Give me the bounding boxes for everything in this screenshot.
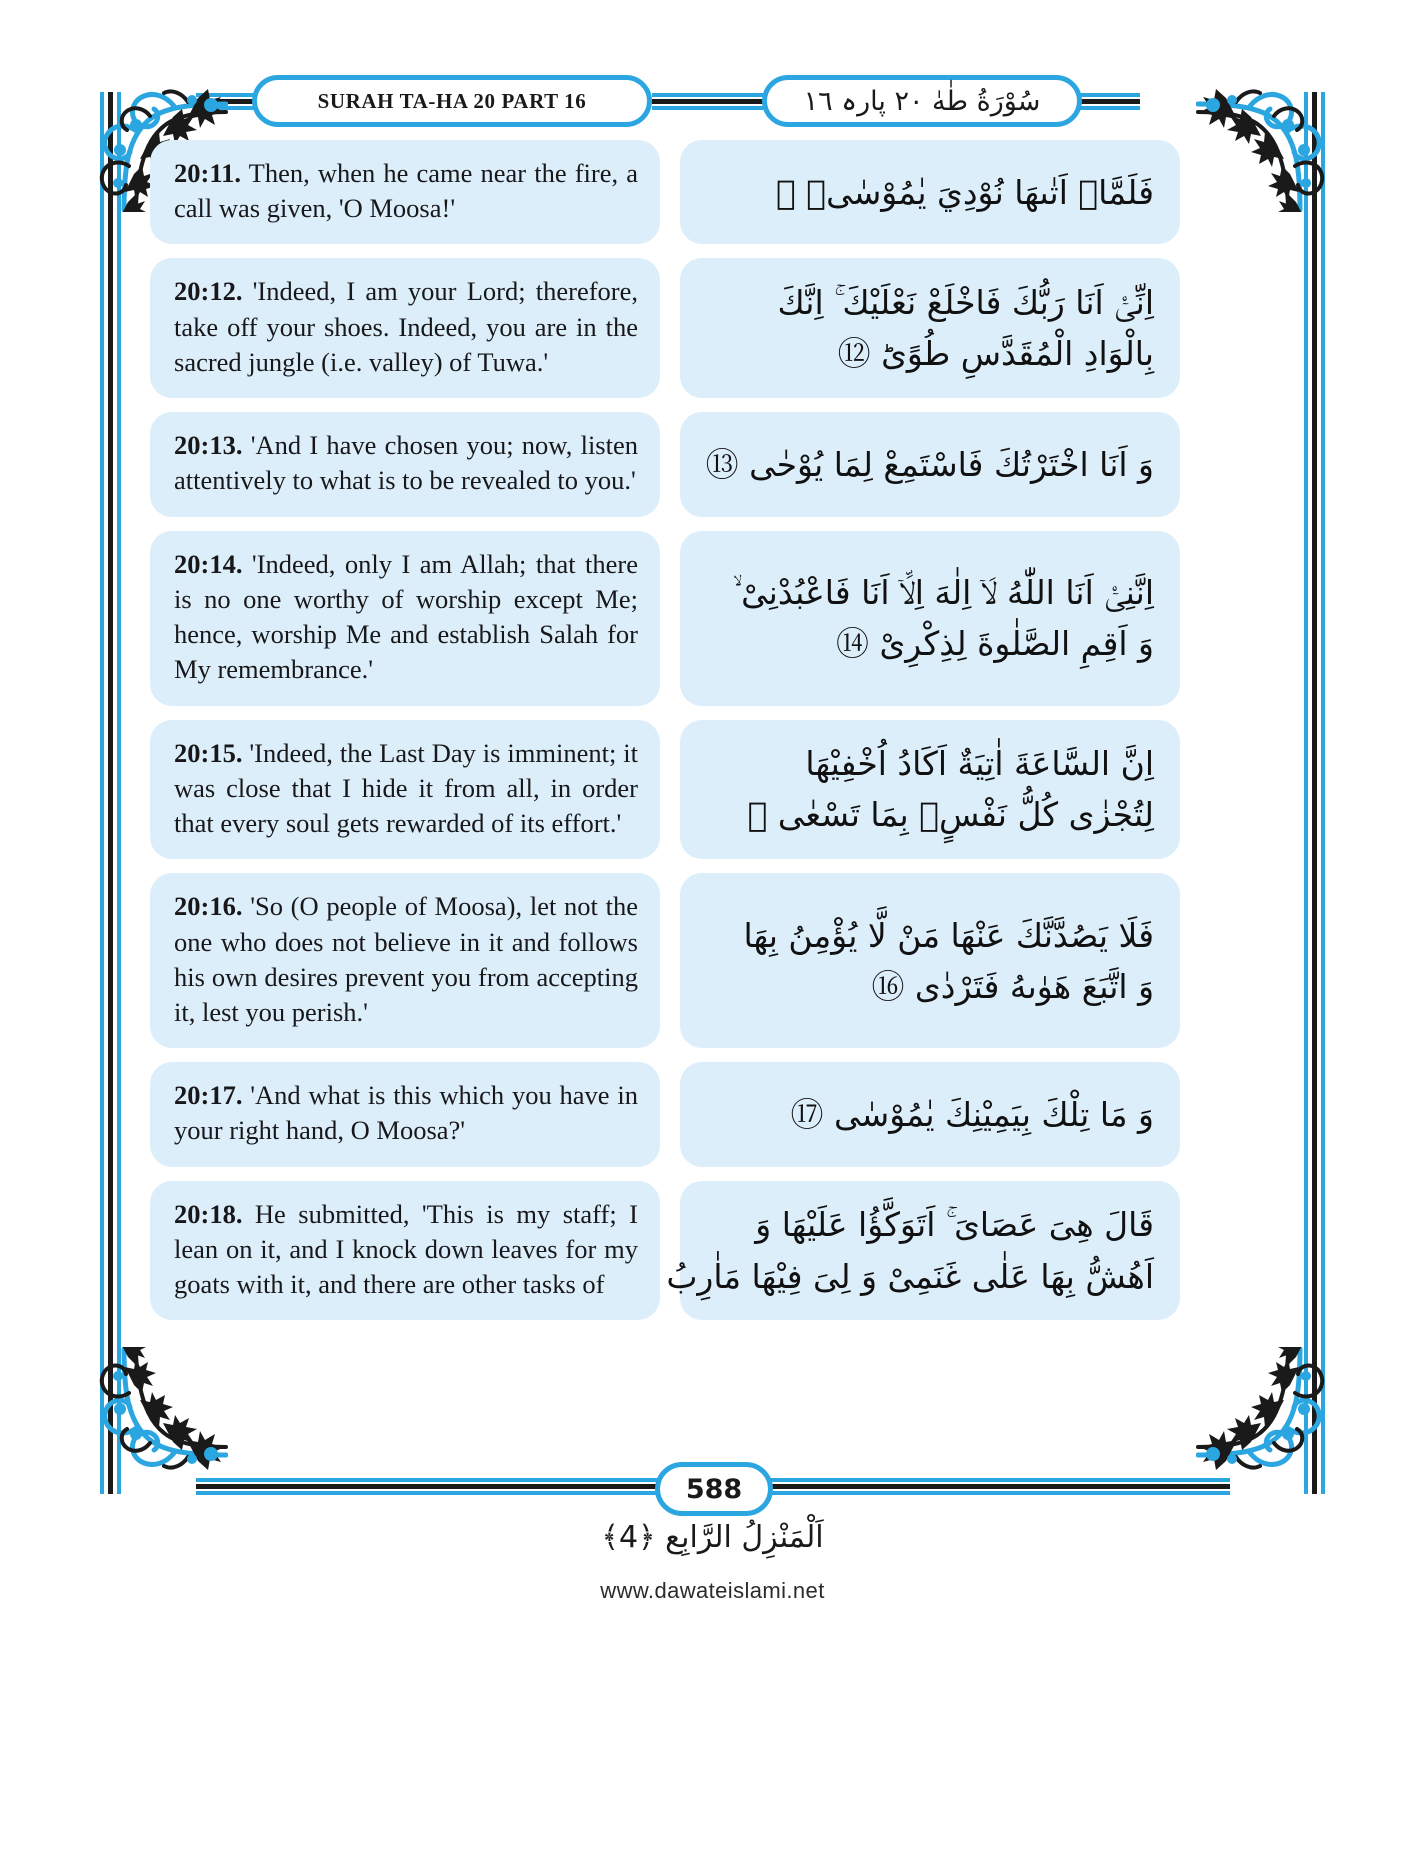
floral-corner-ornament-icon <box>78 1347 228 1497</box>
verse-arabic-line: لِتُجْزٰى كُلُّ نَفْسٍۭ بِمَا تَسْعٰى ⑮ <box>747 795 1154 835</box>
border-right-outer-rule <box>1321 92 1325 1494</box>
verse-row <box>150 1062 1280 1166</box>
verse-english-box <box>150 1062 660 1166</box>
verse-english-box <box>150 412 660 516</box>
verse-arabic-line: اَهُشُّ بِهَا عَلٰى غَنَمِیْ وَ لِیَ فِيْهَا مَاٰرِبُ <box>666 1256 1154 1296</box>
verse-english-text <box>174 547 638 688</box>
verse-english-body: 'And what is this which you have in your right hand, O Moosa?' <box>174 1080 638 1146</box>
floral-corner-ornament-icon <box>1196 1347 1346 1497</box>
border-right-inner-rule <box>1304 92 1308 1494</box>
verse-number: 20:14. <box>174 548 243 579</box>
verse-arabic-line: قَالَ هِیَ عَصَایَ ۚ اَتَوَكَّؤُا عَلَيْهَا وَ <box>755 1205 1154 1245</box>
verse-arabic-box <box>680 873 1180 1048</box>
header-surah-plaque-arabic <box>762 75 1082 127</box>
footer-rule-right-blue-top <box>770 1478 1230 1482</box>
verse-english-body: 'And I have chosen you; now, listen attentively to what is to be revealed to you.' <box>174 430 638 496</box>
verse-number: 20:18. <box>174 1198 243 1229</box>
page-number-plaque <box>655 1462 773 1516</box>
manzil-label: اَلْمَنْزِلُ الرَّابِع ﴿4﴾ <box>601 1520 824 1555</box>
website-url[interactable]: www.dawateislami.net <box>600 1578 825 1603</box>
verse-arabic-box <box>680 412 1180 516</box>
verse-english-box <box>150 720 660 860</box>
verse-arabic-box <box>680 140 1180 244</box>
border-left-mid-rule <box>108 92 113 1494</box>
verse-arabic-line: وَ مَا تِلْكَ بِيَمِيْنِكَ يٰمُوْسٰى ⑰ <box>790 1094 1154 1134</box>
verse-arabic-box <box>680 1062 1180 1166</box>
verse-arabic-line: وَ اَنَا اخْتَرْتُكَ فَاسْتَمِعْ لِمَا يُوْحٰى ⑬ <box>705 444 1154 484</box>
verse-arabic-line: اِنَّ السَّاعَةَ اٰتِيَةٌ اَكَادُ اُخْفِيْهَا <box>805 744 1154 784</box>
verse-arabic-box <box>666 1181 1180 1321</box>
border-left-outer-rule <box>100 92 104 1494</box>
footer-rule-left-black <box>196 1484 658 1489</box>
verse-list <box>150 140 1280 1334</box>
verse-number: 20:16. <box>174 891 243 922</box>
footer-rule-right-black <box>770 1484 1230 1489</box>
verse-row <box>150 720 1280 860</box>
border-left-inner-rule <box>117 92 121 1494</box>
verse-english-body: He submitted, 'This is my staff; I lean on it, and I knock down leaves for my goats with it, and there are other tasks of <box>174 1198 638 1300</box>
verse-english-box <box>150 140 660 244</box>
verse-row <box>150 140 1280 244</box>
verse-english-text <box>174 736 638 842</box>
header-rule-center-black <box>652 99 764 104</box>
verse-english-box <box>150 873 660 1048</box>
footer-rule-left-blue-top <box>196 1478 658 1482</box>
verse-row <box>150 412 1280 516</box>
verse-english-text <box>174 274 638 380</box>
verse-arabic-box <box>680 258 1180 398</box>
verse-row <box>150 258 1280 398</box>
footer-rule-right-blue-bottom <box>770 1491 1230 1495</box>
header-rule-right-blue-top <box>1078 93 1140 97</box>
verse-english-body: Then, when he came near the fire, a call was given, 'O Moosa!' <box>174 158 638 224</box>
verse-english-box <box>150 1181 660 1321</box>
verse-arabic-line: اِنَّنِیْۤ اَنَا اللّٰهُ لَاۤ اِلٰهَ اِلَّاۤ اَنَا فَاعْبُدْنِیْ ۙ <box>732 572 1154 612</box>
verse-arabic-line: اِنِّیْۤ اَنَا رَبُّكَ فَاخْلَعْ نَعْلَيْكَ ۚ اِنَّكَ <box>777 283 1154 323</box>
verse-arabic-line: فَلَمَّاۤ اَتٰىهَا نُوْدِيَ يٰمُوْسٰىۙ ⑪ <box>775 172 1154 212</box>
verse-english-text <box>174 428 638 498</box>
verse-english-body: 'Indeed, I am your Lord; therefore, take off your shoes. Indeed, you are in the sacred jungle (i.e. valley) of Tuwa.' <box>174 276 639 377</box>
verse-number: 20:12. <box>174 276 243 307</box>
verse-number: 20:11. <box>174 158 241 188</box>
verse-number: 20:13. <box>174 430 243 461</box>
verse-row <box>150 531 1280 706</box>
verse-arabic-line: وَ اتَّبَعَ هَوٰىهُ فَتَرْدٰى ⑯ <box>871 966 1154 1006</box>
header-rule-center-blue-bottom <box>652 106 764 110</box>
verse-number: 20:15. <box>174 737 243 768</box>
verse-english-box <box>150 531 660 706</box>
verse-english-text <box>174 156 638 226</box>
verse-arabic-box <box>680 720 1180 860</box>
header-surah-plaque-english <box>252 75 652 127</box>
header-rule-center-blue-top <box>652 93 764 97</box>
header-rule-right-blue-bottom <box>1078 106 1140 110</box>
verse-english-box <box>150 258 660 398</box>
footer-rule-left-blue-bottom <box>196 1491 658 1495</box>
page-number: 588 <box>685 1473 743 1505</box>
border-right-mid-rule <box>1312 92 1317 1494</box>
verse-arabic-line: فَلَا يَصُدَّنَّكَ عَنْهَا مَنْ لَّا يُؤْمِنُ بِهَا <box>743 915 1154 955</box>
verse-row <box>150 873 1280 1048</box>
verse-english-body: 'So (O people of Moosa), let not the one who does not believe in it and follows his own desires prevent you from accepting it, lest you perish.' <box>174 891 639 1027</box>
verse-english-text <box>174 889 638 1030</box>
verse-arabic-line: بِالْوَادِ الْمُقَدَّسِ طُوًىؕ ⑫ <box>837 334 1154 374</box>
verse-english-text <box>174 1197 638 1303</box>
verse-row <box>150 1181 1280 1321</box>
verse-english-body: 'Indeed, only I am Allah; that there is no one worthy of worship except Me; hence, worship Me and establish Salah for My remembrance.' <box>174 548 638 685</box>
header-surah-label-english: SURAH TA-HA 20 PART 16 <box>317 88 587 113</box>
header-surah-label-arabic: سُوْرَةُ طٰهٰ ٢٠ پارہ ١٦ <box>803 85 1041 117</box>
verse-english-text <box>174 1078 638 1148</box>
header-rule-right-black <box>1078 99 1140 104</box>
verse-number: 20:17. <box>174 1080 243 1111</box>
verse-english-body: 'Indeed, the Last Day is imminent; it was close that I hide it from all, in order that every soul gets rewarded of its effort.' <box>174 737 638 839</box>
verse-arabic-line: وَ اَقِمِ الصَّلٰوةَ لِذِكْرِیْ ⑭ <box>835 624 1154 664</box>
verse-arabic-box <box>680 531 1180 706</box>
